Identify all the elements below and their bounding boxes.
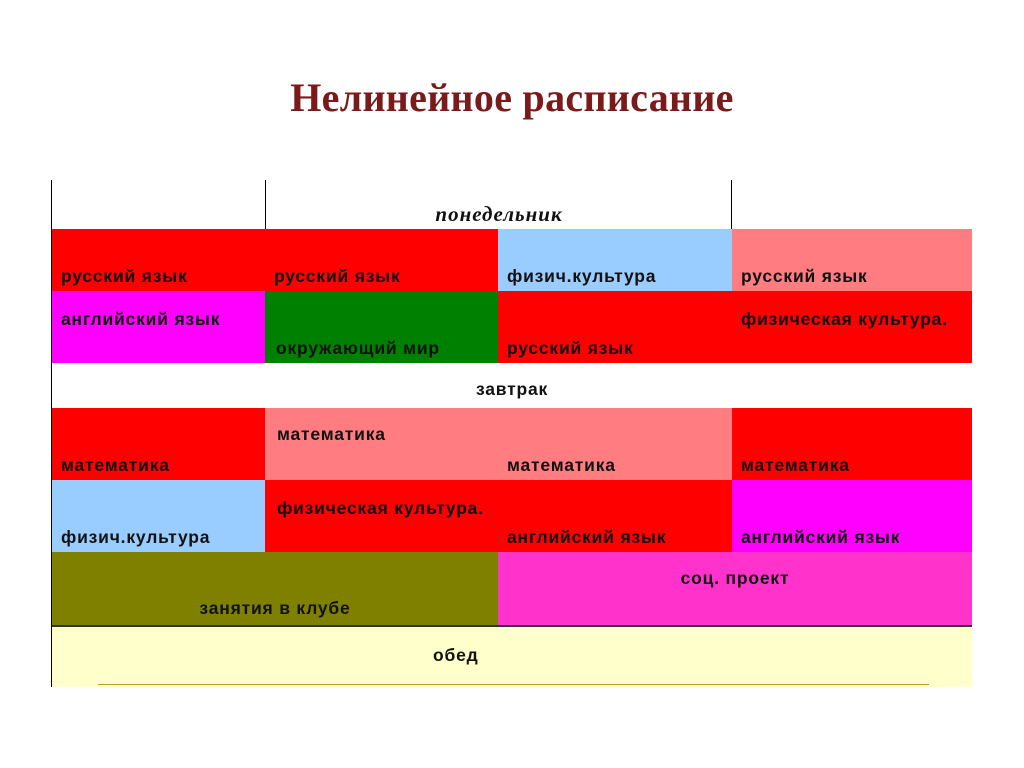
lesson-r1-c4: русский язык [732,229,972,291]
lunch-row [52,627,972,687]
lesson-r2-c4: физическая культура. [732,291,972,363]
lesson-r3-c2: математика [265,408,498,480]
lesson-r4-c3: английский язык [498,480,732,552]
breakfast-row: завтрак [52,363,972,408]
lunch-label: обед [433,645,479,665]
club-activities: занятия в клубе [52,552,498,625]
page-title: Нелинейное расписание [290,75,734,120]
lesson-r2-c1: английский язык [52,291,265,363]
header-day [265,180,732,229]
lesson-r1-c2: русский язык [265,229,498,291]
lesson-r2-c2: окружающий мир [265,291,498,363]
header-divider-1 [265,180,266,229]
social-project: соц. проект [498,552,972,625]
lesson-r3-c1: математика [52,408,265,480]
header-divider-2 [731,180,732,229]
lesson-r3-c3: математика [498,408,732,480]
lesson-r4-c4: английский язык [732,480,972,552]
header-empty-left [52,180,265,229]
lesson-r4-c1: физич.культура [52,480,265,552]
header-day-label: понедельник [435,202,563,226]
lesson-r4-c2: физическая культура. [265,480,498,552]
lunch-underline [98,684,929,685]
lesson-r1-c1: русский язык [52,229,265,291]
table-left-border [51,180,52,687]
lesson-r3-c4: математика [732,408,972,480]
header-empty-right [732,180,972,229]
lesson-r2-c3: русский язык [498,291,732,363]
lesson-r1-c3: физич.культура [498,229,732,291]
